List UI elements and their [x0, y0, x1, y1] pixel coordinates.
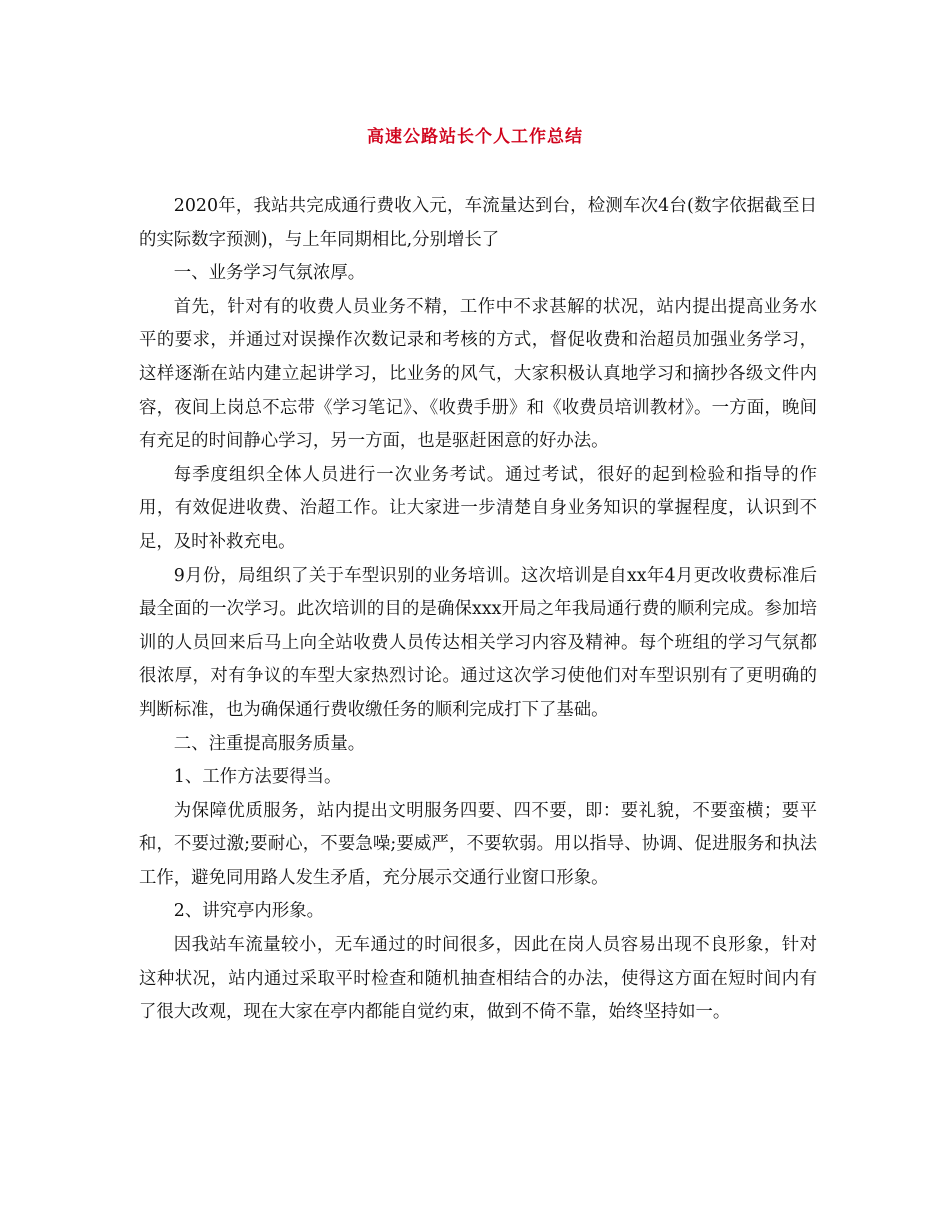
paragraph-study-2: 每季度组织全体人员进行一次业务考试。通过考试，很好的起到检验和指导的作用，有效促进收费、治超工作。让大家进一步清楚自身业务知识的掌握程度，认识到不足，及时补救充电。	[139, 464, 817, 552]
paragraph-training: 9月份，局组织了关于车型识别的业务培训。这次培训是自xx年4月更改收费标准后最全面的一次学习。此次培训的目的是确保xxx开局之年我局通行费的顺利完成。参加培训的人员回来后马上向全站收费人员传达相关学习内容及精神。每个班组的学习气氛都很浓厚，对有争议的车型大家热烈讨论。通过这次学习使他们对车型识别有了更明确的判断标准，也为确保通行费收缴任务的顺利完成打下了基础。	[139, 565, 817, 720]
paragraph-study-1: 首先，针对有的收费人员业务不精，工作中不求甚解的状况，站内提出提高业务水平的要求，并通过对误操作次数记录和考核的方式，督促收费和治超员加强业务学习，这样逐渐在站内建立起讲学习，比业务的风气，大家积极认真地学习和摘抄各级文件内容，夜间上岗总不忘带《学习笔记》、《收费手册》和《收费员培训教材》。一方面，晚间有充足的时间静心学习，另一方面，也是驱赶困意的好办法。	[139, 296, 817, 452]
section-heading-2: 二、注重提高服务质量。	[173, 733, 366, 754]
document-body	[139, 190, 817, 1030]
subheading-2: 2、讲究亭内形象。	[173, 901, 324, 922]
paragraph-summary: 2020年，我站共完成通行费收入元，车流量达到台，检测车次4台(数字依据截至日的实际数字预测)，与上年同期相比,分别增长了	[139, 196, 817, 250]
paragraph-booth-image: 因我站车流量较小，无车通过的时间很多，因此在岗人员容易出现不良形象，针对这种状况，站内通过采取平时检查和随机抽查相结合的办法，使得这方面在短时间内有了很大改观，现在大家在亭内都能自觉约束，做到不倚不靠，始终坚持如一。	[139, 935, 817, 1023]
document-title: 高速公路站长个人工作总结	[367, 127, 583, 147]
subheading-1: 1、工作方法要得当。	[173, 767, 342, 788]
section-heading-1: 一、业务学习气氛浓厚。	[173, 263, 366, 284]
paragraph-service: 为保障优质服务，站内提出文明服务四要、四不要，即：要礼貌，不要蛮横；要平和，不要过激;要耐心，不要急噪;要威严，不要软弱。用以指导、协调、促进服务和执法工作，避免同用路人发生矛盾，充分展示交通行业窗口形象。	[139, 800, 817, 888]
